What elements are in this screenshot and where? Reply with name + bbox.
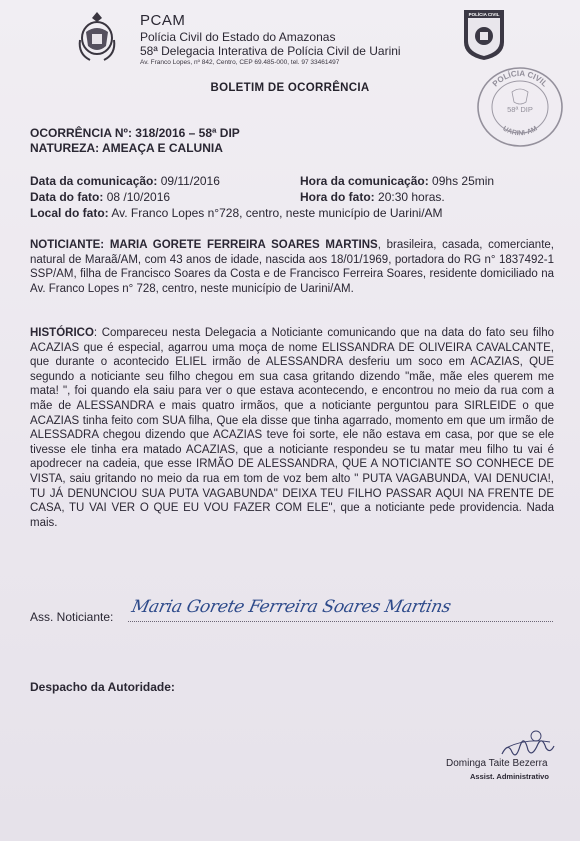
stamp-middle-text: 58ª DIP [507, 105, 533, 114]
incident-date-value: 08 /10/2016 [106, 190, 171, 204]
letterhead-text [140, 12, 401, 68]
noticiante-paragraph [30, 238, 554, 296]
stamp-bottom-text: UARINI-AM [501, 125, 539, 138]
police-badge-icon [460, 6, 508, 62]
svg-text:UARINI-AM [501, 125, 538, 137]
incident-time-label: Hora do fato: [300, 190, 375, 204]
incident-location-label: Local do fato: [30, 206, 109, 220]
org-line-1: Polícia Civil do Estado do Amazonas [140, 30, 336, 44]
communication-time-label: Hora da comunicação: [300, 174, 429, 188]
incident-location [30, 206, 443, 221]
incident-location-value: Av. Franco Lopes n°728, centro, neste município de Uarini/AM [111, 206, 443, 220]
noticiante-name: MARIA GORETE FERREIRA SOARES MARTINS [109, 239, 378, 251]
communication-date-label: Data da comunicação: [30, 174, 158, 188]
noticiante-label: NOTICIANTE: [30, 239, 105, 251]
occurrence-number-value: 318/2016 – 58ª DIP [135, 126, 240, 140]
coat-of-arms-icon [76, 10, 118, 64]
natureza-row [30, 141, 240, 156]
occurrence-number-label: OCORRÊNCIA Nº: [30, 126, 132, 140]
historico-text: : Compareceu nesta Delegacia a Noticiante comunicando que na data do fato seu filho ACAZIAS que é especial, agarrou uma moça de nome ELISSANDRA DE OLIVEIRA CAVALCANTE, que durante o acontecido ELIEL irmão de ALESSANDRA desferiu um soco em ACAZIAS, QUE segundo a noticiante seu filho chegou em sua casa gritando dizendo "mãe, mãe eles querem me mata! ", foi quando ela saiu para ver o que estava acontecendo, e encontrou no meio da rua com a mãe de ALESSANDRA e mais quatro irmãos, que a noticiante perguntou para SIRLEIDE o que ACAZIAS tinha feito com SUA filha, Que ela disse que tinha agarrado, momento em que um irmão de ALESSADRA chegou dizendo que ACAZIAS teve foi sorte, ele não estava em casa, por que se ele tivesse ele tinha era matado ACAZIAS, que a noticiante respondeu se tu matar meu filho tu vai é apodrecer na cadeia, que esse IRMÃO DE ALESSANDRA, QUE A NOTICIANTE SO CONHECE DE VISTA, saiu gritando no meio da rua em tom de voz bem alto " PUTA VAGABUNDA, VAI DENUCIA!, TU JÁ DENUNCIOU SUA PUTA VAGABUNDA" DEIXA TEU FILHO PASSAR AQUI NA FRENTE DE CASA, TU VAI VER O QUE EU VOU FAZER COM ELE", que a noticiante pede providencia. Nada mais. [30, 327, 554, 529]
document-title: BOLETIM DE OCORRÊNCIA [210, 82, 370, 94]
communication-time [300, 174, 494, 189]
authority-name: Dominga Taite Bezerra [446, 758, 548, 769]
signature-line [128, 620, 553, 622]
handwritten-signature: Maria Gorete Ferreira Soares Martins [129, 597, 453, 617]
org-address: Av. Franco Lopes, nº 842, Centro, CEP 69.485-000, tel. 97 33461497 [140, 59, 340, 66]
historico-label: HISTÓRICO [30, 327, 94, 339]
stamp-top-text: POLÍCIA CIVIL [490, 68, 550, 89]
natureza-label: NATUREZA: [30, 141, 100, 155]
incident-date-label: Data do fato: [30, 190, 104, 204]
communication-date [30, 174, 220, 189]
incident-time-value: 20:30 horas. [378, 190, 445, 204]
noticiante-details: , brasileira, casada, comerciante, natural de Maraã/AM, com 43 anos de idade, nascida aos 18/01/1969, portadora do RG n° 1837492-1 SSP/AM, filha de Francisco Soares da Costa e de Francisco Ferreira Soares, residente domiciliado na Av. Franco Lopes n° 728, centro, neste município de Uarini/AM. [30, 239, 554, 295]
natureza-value: AMEAÇA E CALUNIA [102, 141, 223, 155]
badge-text: POLÍCIA CIVIL [468, 12, 500, 17]
occurrence-number-row [30, 126, 240, 141]
official-stamp [474, 64, 566, 150]
incident-time [300, 190, 445, 205]
communication-date-value: 09/11/2016 [160, 174, 220, 188]
historico-paragraph [30, 326, 554, 530]
authority-role: Assist. Administrativo [470, 772, 549, 781]
communication-time-value: 09hs 25min [432, 174, 495, 188]
incident-date [30, 190, 170, 205]
org-name: PCAM [140, 12, 186, 29]
org-line-2: 58ª Delegacia Interativa de Polícia Civil de Uarini [140, 44, 401, 58]
despacho-label: Despacho da Autoridade: [30, 680, 175, 694]
signature-label: Ass. Noticiante: [30, 610, 114, 624]
occurrence-block [30, 126, 240, 156]
